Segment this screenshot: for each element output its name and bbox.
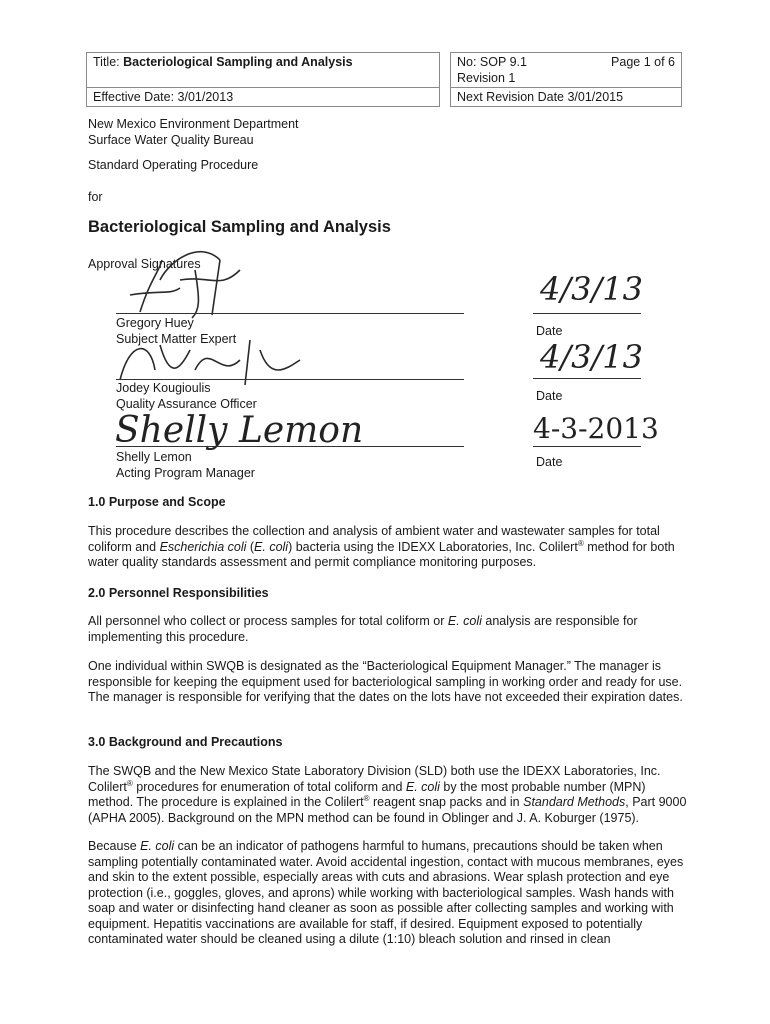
text-run: The SWQB and the New Mexico State Laboratory Division (SLD) both use the IDEXX Laboratories, Inc. Colilert bbox=[88, 764, 661, 794]
text-run: by the most probable number (MPN) method. The procedure is explained in the Colilert bbox=[88, 779, 646, 809]
org-bureau: Surface Water Quality Bureau bbox=[88, 132, 254, 147]
date-line-3 bbox=[533, 446, 641, 447]
title-value: Bacteriological Sampling and Analysis bbox=[123, 55, 353, 69]
cell-gap bbox=[440, 53, 451, 107]
text-run-italic: Standard Methods bbox=[523, 795, 626, 809]
section-3-paragraph-1 bbox=[88, 764, 688, 826]
signer-1-role: Subject Matter Expert bbox=[116, 331, 237, 346]
text-run-italic: E. coli bbox=[405, 779, 440, 794]
next-revision-date: Next Revision Date 3/01/2015 bbox=[457, 90, 624, 104]
date-label-3: Date bbox=[536, 455, 563, 469]
signature-3: Shelly Lemon bbox=[115, 410, 364, 451]
document-title: Bacteriological Sampling and Analysis bbox=[88, 218, 391, 236]
signer-3-role: Acting Program Manager bbox=[116, 465, 255, 480]
text-run: can be an indicator of pathogens harmful to humans, precautions should be taken when sampling potentially contaminated water. Avoid accidental ingestion, contact with mucous membranes, eyes and skin to the extent possible, especially areas with cuts and abrasions. Wear splash protection and eye protection (i.e., goggles, gloves, and aprons) while working with bacteriological samples. Wash hands with soap and water or disinfecting hand cleaner as soon as possible after collecting samples and working with equipment. Hepatitis vaccinations are available for staff, if desired. Equipment exposed to potentially contaminated water should be cleaned using a dilute (1:10) bleach solution and rinsed in clean bbox=[88, 839, 684, 946]
registered-mark: ® bbox=[363, 793, 370, 803]
text-run: , Part 9000 (APHA 2005). Background on the MPN method can be found in Oblinger and J. A. Koburger (1975). bbox=[88, 795, 687, 825]
text-run: reagent snap packs and in bbox=[369, 795, 524, 809]
signature-line-3 bbox=[116, 446, 464, 447]
section-1-paragraph bbox=[88, 524, 688, 571]
section-3-heading: 3.0 Background and Precautions bbox=[88, 735, 283, 749]
section-2-paragraph-1 bbox=[88, 614, 688, 645]
org-department: New Mexico Environment Department bbox=[88, 117, 299, 131]
sop-number: No: SOP 9.1 bbox=[457, 55, 527, 69]
text-run: This procedure describes the collection and analysis of ambient water and wastewater samples for total coliform and bbox=[88, 524, 660, 554]
header-table bbox=[86, 52, 682, 107]
page-number: Page 1 of 6 bbox=[611, 55, 675, 69]
org-block bbox=[88, 117, 299, 148]
date-hand-2: 4/3/13 bbox=[540, 338, 643, 376]
revision: Revision 1 bbox=[457, 71, 516, 85]
effective-date-cell bbox=[87, 88, 440, 107]
sop-cell bbox=[451, 53, 682, 88]
signature-1 bbox=[100, 240, 290, 320]
section-2-heading: 2.0 Personnel Responsibilities bbox=[88, 586, 269, 600]
text-run-italic: E. coli bbox=[447, 614, 482, 628]
approval-heading: Approval Signatures bbox=[88, 257, 201, 271]
date-line-2 bbox=[533, 378, 641, 379]
next-revision-cell bbox=[451, 88, 682, 107]
date-label-1: Date bbox=[536, 324, 563, 338]
section-3-paragraph-2 bbox=[88, 839, 688, 948]
text-run-italic: Escherichia coli bbox=[159, 539, 247, 554]
title-label: Title: bbox=[93, 55, 120, 69]
date-line-1 bbox=[533, 313, 641, 314]
signer-2 bbox=[116, 381, 257, 412]
section-1-heading: 1.0 Purpose and Scope bbox=[88, 495, 226, 509]
effective-date: Effective Date: 3/01/2013 bbox=[93, 90, 234, 104]
for-label: for bbox=[88, 190, 103, 204]
text-run: ) bacteria using the IDEXX Laboratories, Inc. Colilert bbox=[288, 539, 578, 554]
text-run: analysis are responsible for implementing this procedure. bbox=[88, 614, 638, 644]
text-run: procedures for enumeration of total coliform and bbox=[132, 779, 406, 794]
signer-2-role: Quality Assurance Officer bbox=[116, 396, 257, 411]
signer-3-name: Shelly Lemon bbox=[116, 450, 192, 464]
title-cell bbox=[87, 53, 440, 88]
section-2-paragraph-2: One individual within SWQB is designated as the “Bacteriological Equipment Manager.” The manager is responsible for keeping the equipment used for bacteriological sampling in working order and ready for use. The manager is responsible for verifying that the dates on the lots have not exceeded their expiration dates. bbox=[88, 659, 683, 704]
signer-1-name: Gregory Huey bbox=[116, 316, 194, 330]
date-hand-1: 4/3/13 bbox=[540, 270, 643, 308]
signature-line-2 bbox=[116, 379, 464, 380]
signer-3 bbox=[116, 450, 255, 481]
date-hand-3: 4-3-2013 bbox=[533, 412, 659, 445]
text-run: Because bbox=[88, 839, 141, 853]
date-label-2: Date bbox=[536, 389, 563, 403]
sop-label: Standard Operating Procedure bbox=[88, 158, 259, 172]
text-run: All personnel who collect or process samples for total coliform or bbox=[88, 614, 448, 628]
signature-line-1 bbox=[116, 313, 464, 314]
text-run: method for both water quality standards assessment and permit compliance monitoring purposes. bbox=[88, 539, 675, 569]
text-run-italic: E. coli bbox=[140, 839, 175, 853]
registered-mark: ® bbox=[126, 778, 133, 788]
signer-2-name: Jodey Kougioulis bbox=[116, 381, 211, 395]
text-run-italic: E. coli bbox=[254, 539, 289, 554]
text-run: ( bbox=[246, 539, 255, 554]
registered-mark: ® bbox=[577, 538, 584, 548]
